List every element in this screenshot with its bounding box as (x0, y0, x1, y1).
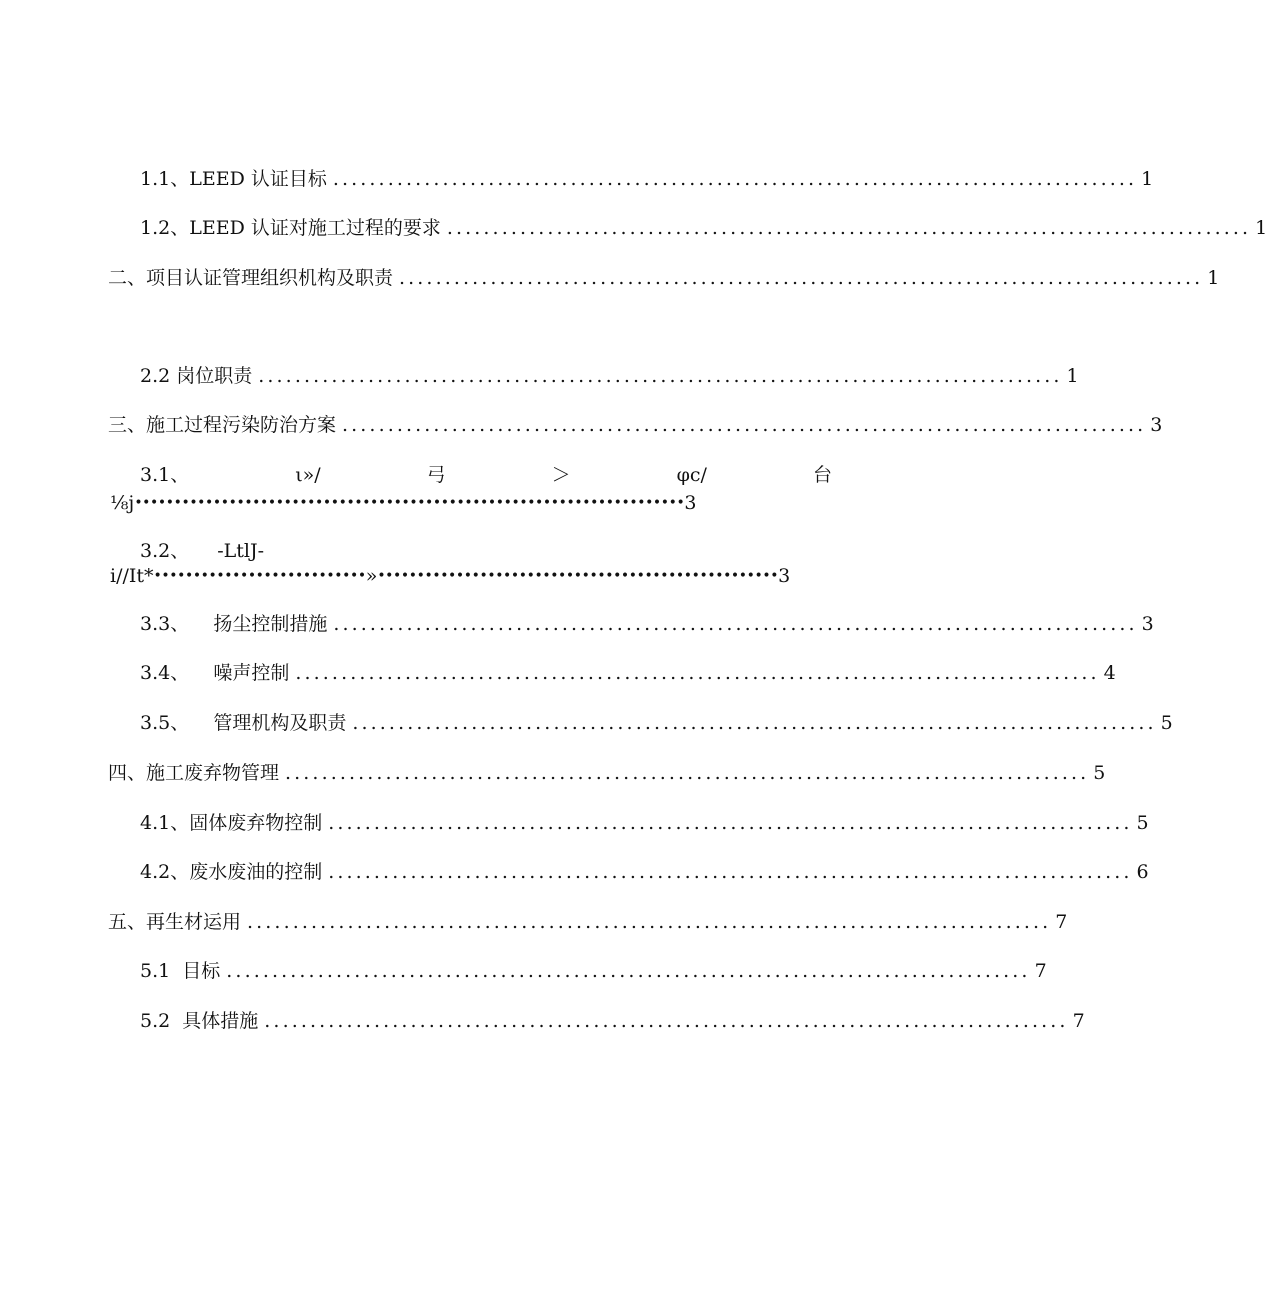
toc-entry[interactable] (0, 806, 1149, 836)
toc-entry-label: 3.5、 管理机构及职责 (140, 712, 347, 734)
toc-leader-dots: ........................................................................................ (295, 662, 1100, 684)
toc-entry-label: 五、再生材运用 (108, 911, 242, 933)
toc-entry[interactable] (0, 706, 1173, 736)
toc-entry-garbled-3-1-continuation (110, 486, 696, 516)
toc-entry-label: 1.2、LEED 认证对施工过程的要求 (140, 217, 441, 239)
toc-leader-dots: ........................................................................................ (258, 365, 1063, 387)
toc-entry[interactable] (0, 1004, 1085, 1034)
toc-page-number: 3 (1150, 414, 1163, 436)
garbled-text: ⅛j (110, 492, 135, 514)
toc-page-number: 3 (1141, 613, 1154, 635)
garbled-text: -LtlJ- (217, 540, 265, 562)
toc-page-number: 3 (778, 565, 791, 587)
garbled-text: 台 (812, 464, 832, 486)
toc-leader-dots: ........................................................................................ (264, 1010, 1069, 1032)
toc-entry-garbled-3-2-continuation (110, 559, 790, 589)
toc-page-number: 4 (1103, 662, 1116, 684)
toc-leader-dots: ........................................................................................ (328, 812, 1133, 834)
toc-leader-dots: ........................................................................................ (226, 960, 1031, 982)
toc-leader-dots: ........................................................................................ (328, 861, 1133, 883)
garbled-separator: » (365, 565, 378, 587)
garbled-text: ι»/ (295, 464, 321, 486)
toc-page-number: 1 (1141, 168, 1154, 190)
toc-entry-label: 5.1 目标 (140, 960, 221, 982)
toc-leader-dots: ........................................................................................ (352, 712, 1157, 734)
toc-page-number: 5 (1093, 762, 1106, 784)
toc-entry[interactable] (0, 607, 1154, 637)
toc-leader-dots: ........................................................................................ (247, 911, 1052, 933)
toc-entry[interactable] (0, 756, 1106, 786)
toc-leader-dots: ........................................................................................ (332, 168, 1138, 190)
toc-entry-label: 2.2 岗位职责 (140, 365, 253, 387)
toc-page-number: 7 (1034, 960, 1047, 982)
toc-entry-label: 4.2、废水废油的控制 (140, 861, 323, 883)
toc-leader-dots: ........................................................................................ (342, 414, 1147, 436)
toc-entry-garbled-3-1[interactable] (140, 458, 832, 488)
toc-entry[interactable] (0, 656, 1116, 686)
toc-entry-number: 3.1、 (140, 464, 190, 486)
toc-entry-label: 二、项目认证管理组织机构及职责 (108, 267, 394, 289)
toc-entry-label: 5.2 具体措施 (140, 1010, 259, 1032)
toc-entry-number: 3.2、 (140, 540, 190, 562)
toc-entry-label: 4.1、固体废弃物控制 (140, 812, 323, 834)
toc-page-number: 5 (1136, 812, 1149, 834)
toc-entry[interactable] (0, 211, 1267, 241)
toc-entry-label: 1.1、LEED 认证目标 (140, 168, 327, 190)
toc-entry-label: 四、施工废弃物管理 (108, 762, 280, 784)
toc-entry-label: 三、施工过程污染防治方案 (108, 414, 337, 436)
toc-page-number: 3 (684, 492, 697, 514)
toc-entry-label: 3.3、 扬尘控制措施 (140, 613, 328, 635)
garbled-text: ＞ (551, 464, 571, 486)
toc-entry[interactable] (0, 162, 1154, 192)
toc-leader-bullets: ••••••••••••••••••••••••••• (153, 568, 366, 584)
toc-leader-dots: ........................................................................................ (333, 613, 1138, 635)
garbled-text: 弓 (426, 464, 446, 486)
toc-page-number: 7 (1055, 911, 1068, 933)
toc-page-number: 5 (1160, 712, 1173, 734)
toc-entry[interactable] (0, 261, 1220, 291)
toc-entry[interactable] (0, 855, 1149, 885)
toc-page-number: 7 (1072, 1010, 1085, 1032)
toc-entry[interactable] (0, 359, 1079, 389)
toc-leader-dots: ........................................................................................ (399, 267, 1204, 289)
garbled-text: i//It* (110, 565, 154, 587)
toc-leader-bullets: ••••••••••••••••••••••••••••••••••••••••••••••••••• (377, 568, 779, 584)
toc-page-number: 1 (1066, 365, 1079, 387)
toc-entry[interactable] (0, 954, 1047, 984)
garbled-text: φc/ (676, 464, 707, 486)
toc-entry[interactable] (0, 905, 1068, 935)
toc-page-number: 1 (1207, 267, 1220, 289)
toc-leader-bullets: •••••••••••••••••••••••••••••••••••••••••••••••••••••••••••••••••••••• (134, 495, 685, 511)
toc-entry[interactable] (0, 408, 1163, 438)
toc-leader-dots: ........................................................................................ (285, 762, 1090, 784)
toc-page-number: 6 (1136, 861, 1149, 883)
toc-leader-dots: ........................................................................................ (446, 217, 1252, 239)
toc-page-number: 1 (1255, 217, 1267, 239)
toc-entry-label: 3.4、 噪声控制 (140, 662, 290, 684)
